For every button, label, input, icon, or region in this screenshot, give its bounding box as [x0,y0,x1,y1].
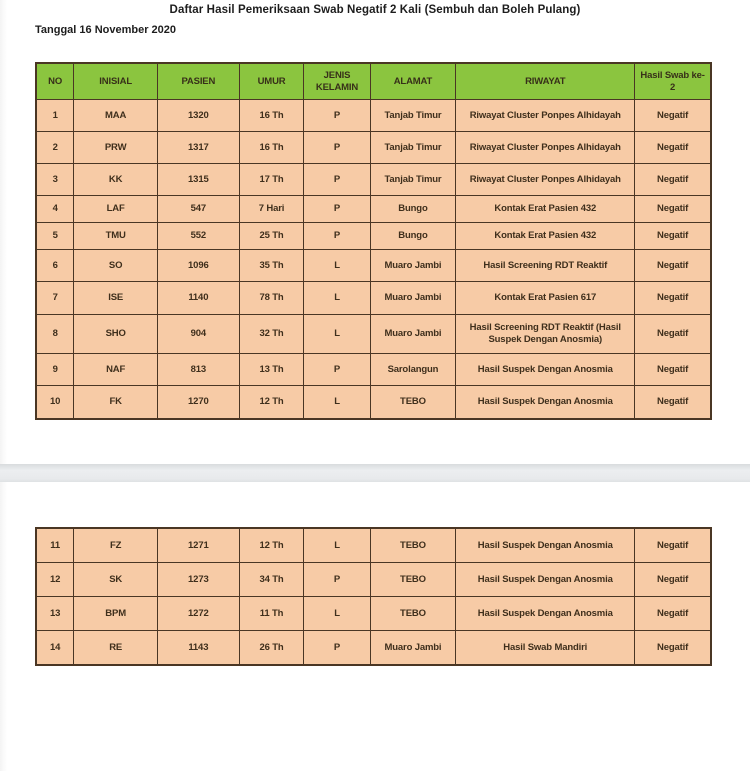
table-cell: Riwayat Cluster Ponpes Alhidayah [456,132,635,164]
table-cell: TEBO [370,528,456,563]
table-cell: NAF [74,354,158,386]
table-cell: L [304,386,370,420]
table-cell: 2 [36,132,74,164]
table-cell: 552 [157,223,239,250]
table-cell: 25 Th [239,223,304,250]
column-header-inisial: INISIAL [74,63,158,100]
table-cell: Negatif [635,196,711,223]
table-cell: L [304,250,370,282]
table-cell: P [304,132,370,164]
table-cell: L [304,282,370,315]
table-cell: 547 [157,196,239,223]
table-cell: 26 Th [239,631,304,666]
table-cell: Hasil Suspek Dengan Anosmia [456,354,635,386]
table-cell: Hasil Swab Mandiri [456,631,635,666]
table-cell: Negatif [635,354,711,386]
table-cell: 3 [36,164,74,196]
table-cell: 6 [36,250,74,282]
table-cell: LAF [74,196,158,223]
column-header-alamat: ALAMAT [370,63,456,100]
table-cell: 1096 [157,250,239,282]
table-row [36,563,711,597]
table-cell: Muaro Jambi [370,315,456,354]
table-cell: FK [74,386,158,420]
table-cell: 1272 [157,597,239,631]
table-cell: FZ [74,528,158,563]
table-row [36,315,711,354]
table-cell: 7 Hari [239,196,304,223]
page-break-gap [0,464,750,482]
table-cell: 1140 [157,282,239,315]
table-cell: Negatif [635,223,711,250]
table-cell: Negatif [635,563,711,597]
table-cell: Muaro Jambi [370,282,456,315]
table-cell: 12 Th [239,386,304,420]
table-cell: 5 [36,223,74,250]
table-row [36,354,711,386]
table-cell: 813 [157,354,239,386]
table-cell: Negatif [635,250,711,282]
table-cell: P [304,563,370,597]
table-cell: Kontak Erat Pasien 617 [456,282,635,315]
table-cell: TEBO [370,597,456,631]
table-cell: 7 [36,282,74,315]
results-table-page1 [35,62,712,420]
table-cell: Negatif [635,597,711,631]
table-cell: Hasil Suspek Dengan Anosmia [456,528,635,563]
table-cell: P [304,100,370,132]
table-cell: 904 [157,315,239,354]
table-header-row [36,63,711,100]
table-cell: SO [74,250,158,282]
table-row [36,528,711,563]
document-page-2 [0,482,750,771]
column-header-hasil-swab-ke-2: Hasil Swab ke-2 [635,63,711,100]
table-row [36,164,711,196]
table-cell: 4 [36,196,74,223]
table-cell: Hasil Suspek Dengan Anosmia [456,563,635,597]
table-cell: 13 Th [239,354,304,386]
table-cell: 78 Th [239,282,304,315]
table-cell: Riwayat Cluster Ponpes Alhidayah [456,164,635,196]
table-cell: Negatif [635,528,711,563]
table-cell: P [304,196,370,223]
table-cell: 1143 [157,631,239,666]
table-cell: Tanjab Timur [370,100,456,132]
table-cell: KK [74,164,158,196]
table-cell: MAA [74,100,158,132]
table-cell: Negatif [635,100,711,132]
table-cell: TEBO [370,386,456,420]
table-cell: P [304,354,370,386]
table-cell: 16 Th [239,100,304,132]
table-cell: Muaro Jambi [370,631,456,666]
table-cell: Tanjab Timur [370,164,456,196]
table-cell: Riwayat Cluster Ponpes Alhidayah [456,100,635,132]
table-cell: Kontak Erat Pasien 432 [456,196,635,223]
table-row [36,282,711,315]
table-cell: RE [74,631,158,666]
table-cell: 1273 [157,563,239,597]
table-cell: L [304,528,370,563]
column-header-jenis-kelamin: JENIS KELAMIN [304,63,370,100]
table-cell: Hasil Screening RDT Reaktif [456,250,635,282]
table-cell: Negatif [635,315,711,354]
column-header-umur: UMUR [239,63,304,100]
document-date: Tanggal 16 November 2020 [35,24,177,36]
table-cell: Negatif [635,164,711,196]
table-cell: ISE [74,282,158,315]
table-cell: P [304,223,370,250]
table-cell: 1 [36,100,74,132]
table-cell: Muaro Jambi [370,250,456,282]
table-cell: BPM [74,597,158,631]
table-cell: 14 [36,631,74,666]
table-cell: L [304,597,370,631]
table-cell: Bungo [370,196,456,223]
results-table-page2 [35,527,712,666]
table-cell: 1271 [157,528,239,563]
table-cell: Kontak Erat Pasien 432 [456,223,635,250]
table-row [36,250,711,282]
table-cell: 12 [36,563,74,597]
column-header-no: NO [36,63,74,100]
table-cell: 11 [36,528,74,563]
table-cell: L [304,315,370,354]
table-row [36,223,711,250]
table-cell: 12 Th [239,528,304,563]
table-cell: 11 Th [239,597,304,631]
table-cell: Negatif [635,386,711,420]
table-cell: 1320 [157,100,239,132]
table-cell: Hasil Suspek Dengan Anosmia [456,386,635,420]
table-cell: 13 [36,597,74,631]
document-title: Daftar Hasil Pemeriksaan Swab Negatif 2 Kali (Sembuh dan Boleh Pulang) [169,4,581,16]
table-cell: Hasil Screening RDT Reaktif (Hasil Suspek Dengan Anosmia) [456,315,635,354]
column-header-pasien: PASIEN [157,63,239,100]
table-row [36,100,711,132]
table-cell: 1270 [157,386,239,420]
table-cell: Negatif [635,132,711,164]
table-cell: Hasil Suspek Dengan Anosmia [456,597,635,631]
table-row [36,386,711,420]
table-body-page1 [36,100,711,420]
column-header-riwayat: RIWAYAT [456,63,635,100]
table-cell: 1315 [157,164,239,196]
table-cell: P [304,631,370,666]
table-cell: 32 Th [239,315,304,354]
table-row [36,196,711,223]
table-cell: SK [74,563,158,597]
table-row [36,597,711,631]
table-cell: 10 [36,386,74,420]
table-cell: 34 Th [239,563,304,597]
results-table-page1-wrapper [35,62,712,420]
table-cell: Tanjab Timur [370,132,456,164]
table-cell: 8 [36,315,74,354]
table-row [36,132,711,164]
table-cell: Sarolangun [370,354,456,386]
table-cell: PRW [74,132,158,164]
table-cell: 35 Th [239,250,304,282]
table-body-page2 [36,528,711,665]
table-cell: TMU [74,223,158,250]
table-cell: 9 [36,354,74,386]
table-row [36,631,711,666]
results-table-page2-wrapper [35,527,712,666]
table-cell: Bungo [370,223,456,250]
table-cell: TEBO [370,563,456,597]
table-cell: SHO [74,315,158,354]
table-cell: 17 Th [239,164,304,196]
table-cell: Negatif [635,631,711,666]
table-cell: P [304,164,370,196]
table-cell: 16 Th [239,132,304,164]
table-cell: Negatif [635,282,711,315]
table-cell: 1317 [157,132,239,164]
